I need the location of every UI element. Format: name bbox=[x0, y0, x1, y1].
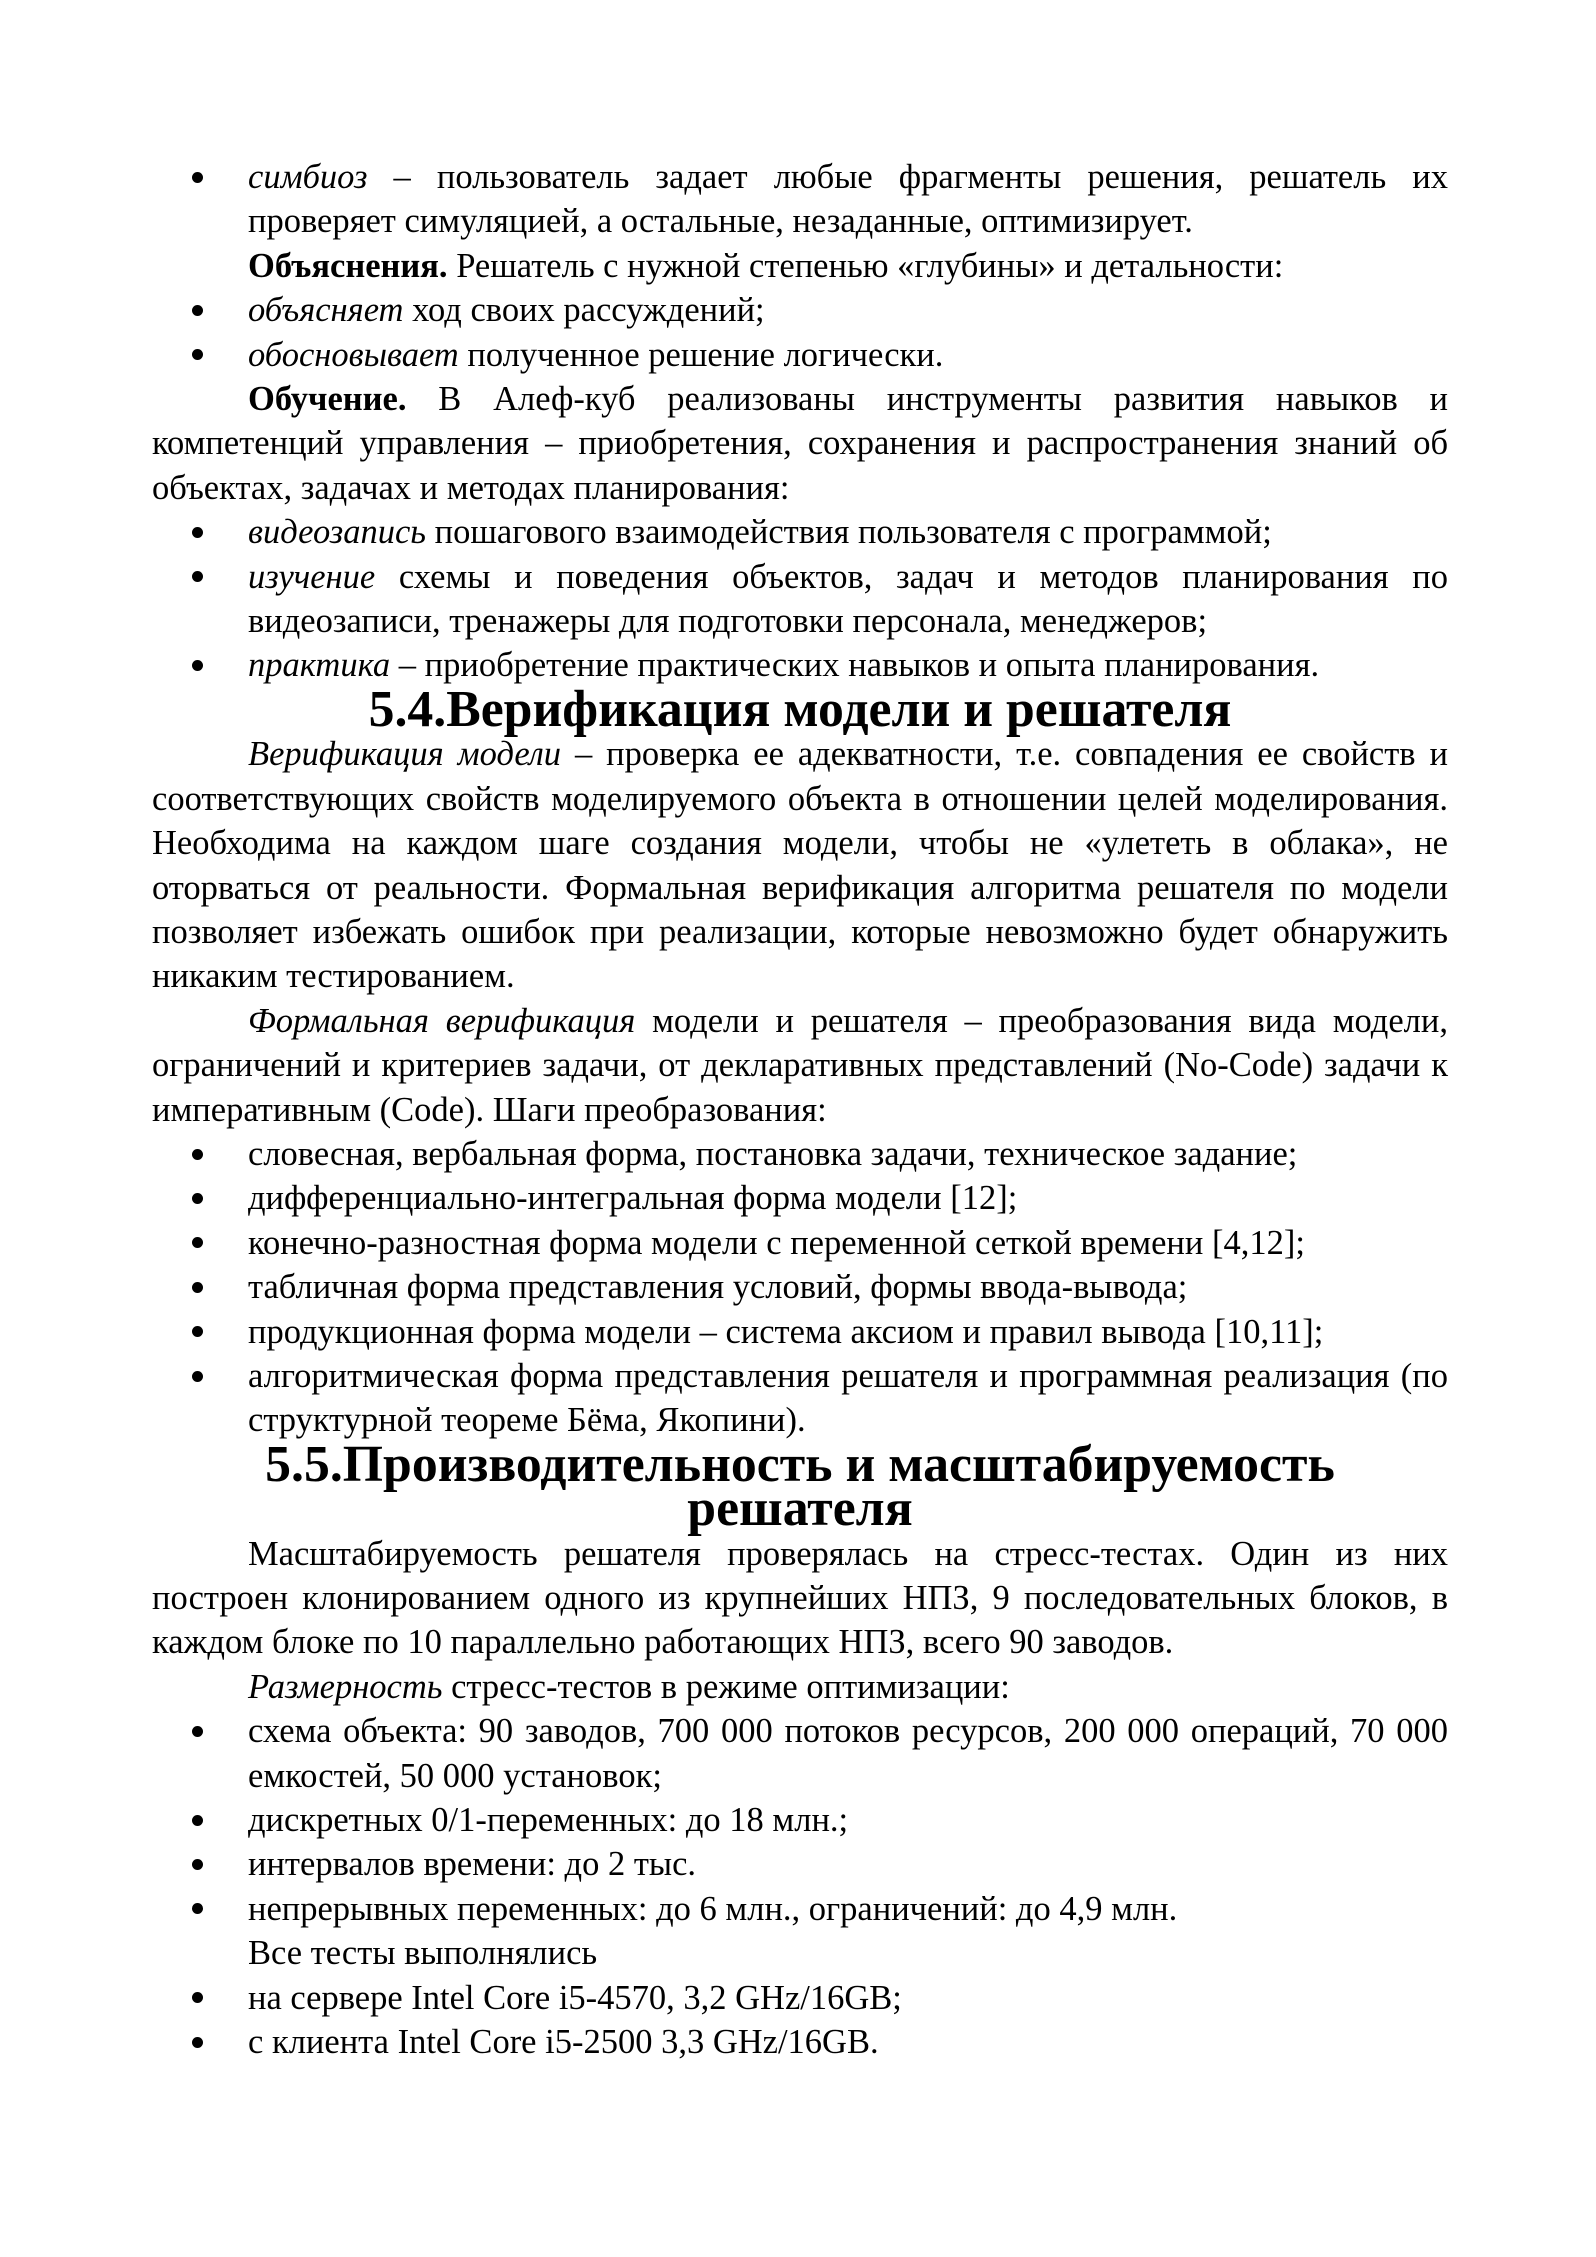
explanations-list bbox=[152, 288, 1448, 377]
item-text: – приобретение практических навыков и опыта планирования. bbox=[390, 646, 1320, 685]
list-item bbox=[152, 1221, 1448, 1265]
item-text: продукционная форма модели – система аксиом и правил вывода [10,11]; bbox=[248, 1312, 1324, 1351]
bullet-icon bbox=[192, 1887, 203, 1931]
item-text: пошагового взаимодействия пользователя с программой; bbox=[425, 513, 1272, 552]
item-text: словесная, вербальная форма, постановка задачи, техническое задание; bbox=[248, 1134, 1298, 1173]
list-item bbox=[152, 643, 1448, 687]
term: Верификация модели bbox=[248, 735, 562, 774]
paragraph-text: стресс-тестов в режиме оптимизации: bbox=[442, 1667, 1010, 1706]
training-paragraph bbox=[152, 377, 1448, 510]
term: обосновывает bbox=[248, 335, 459, 374]
bullet-icon bbox=[192, 1798, 203, 1842]
term: симбиоз bbox=[248, 158, 368, 196]
dimension-paragraph bbox=[152, 1665, 1448, 1709]
list-item bbox=[152, 1176, 1448, 1220]
bullet-icon bbox=[192, 1265, 203, 1309]
list-item bbox=[152, 1354, 1448, 1443]
list-item bbox=[152, 2020, 1448, 2064]
paragraph-text: модели и решателя – преобразования вида модели, ограничений и критериев задачи, от декларативных представлений (No-Code) задачи к императивным (Code). Шаги преобразования: bbox=[152, 1001, 1448, 1129]
bullet-icon bbox=[192, 1132, 203, 1176]
verification-paragraph bbox=[152, 732, 1448, 998]
bullet-icon bbox=[192, 643, 203, 687]
list-item bbox=[152, 1310, 1448, 1354]
section-heading-5-5: 5.5.Производительность и масштабируемость решателя bbox=[265, 1435, 1335, 1538]
item-text: схемы и поведения объектов, задач и методов планирования по видеозаписи, тренажеры для подготовки персонала, менеджеров; bbox=[248, 557, 1448, 641]
term: практика bbox=[248, 646, 391, 685]
item-text: – пользователь задает любые фрагменты решения, решатель их проверяет симуляцией, а остальные, незаданные, оптимизирует. bbox=[248, 158, 1448, 241]
lead-term: Обучение. bbox=[248, 380, 407, 419]
list-item bbox=[152, 1842, 1448, 1886]
paragraph-text: В Алеф-куб реализованы инструменты развития навыков и компетенций управления – приобретения, сохранения и распространения знаний об объектах, задачах и методах планирования: bbox=[152, 380, 1448, 507]
bullet-icon bbox=[192, 288, 203, 332]
list-item bbox=[152, 555, 1448, 644]
bullet-icon bbox=[192, 1221, 203, 1265]
list-item bbox=[152, 1709, 1448, 1798]
bullet-icon bbox=[192, 1354, 203, 1398]
item-text: ход своих рассуждений; bbox=[403, 291, 765, 330]
bullet-icon bbox=[192, 2020, 203, 2064]
dimension-list bbox=[152, 1709, 1448, 1931]
test-environment-list bbox=[152, 1976, 1448, 2065]
bullet-icon bbox=[192, 1842, 203, 1886]
list-item bbox=[152, 1887, 1448, 1931]
document-page bbox=[152, 155, 1448, 2064]
list-item bbox=[152, 1798, 1448, 1842]
lead-term: Объяснения. bbox=[248, 246, 448, 285]
paragraph-text: Решатель с нужной степенью «глубины» и детальности: bbox=[447, 246, 1284, 285]
section-heading-5-4: 5.4.Верификация модели и решателя bbox=[368, 680, 1232, 738]
list-item bbox=[152, 333, 1448, 377]
tests-lead: Все тесты выполнялись bbox=[248, 1934, 598, 1973]
training-list bbox=[152, 510, 1448, 688]
item-text: алгоритмическая форма представления решателя и программная реализация (по структурной теореме Бёма, Якопини). bbox=[248, 1356, 1448, 1440]
item-text: полученное решение логически. bbox=[458, 335, 944, 374]
bullet-icon bbox=[192, 155, 203, 199]
item-text: с клиента Intel Core i5-2500 3,3 GHz/16GB. bbox=[248, 2023, 879, 2062]
item-text: дифференциально-интегральная форма модели [12]; bbox=[248, 1179, 1018, 1218]
formal-verification-paragraph bbox=[152, 999, 1448, 1132]
item-text: дискретных 0/1-переменных: до 18 млн.; bbox=[248, 1801, 849, 1840]
bullet-icon bbox=[192, 1310, 203, 1354]
bullet-icon bbox=[192, 1976, 203, 2020]
symbiosis-list bbox=[152, 155, 1448, 244]
list-item bbox=[152, 1976, 1448, 2020]
bullet-icon bbox=[192, 1176, 203, 1220]
list-item bbox=[152, 288, 1448, 332]
term: Размерность bbox=[248, 1667, 443, 1706]
list-item bbox=[152, 155, 1448, 244]
scalability-paragraph: Масштабируемость решателя проверялась на стресс-тестах. Один из них построен клонированием одного из крупнейших НПЗ, 9 последовательных блоков, в каждом блоке по 10 параллельно работающих НПЗ, всего 90 заводов. bbox=[152, 1534, 1448, 1662]
item-text: конечно-разностная форма модели с переменной сеткой времени [4,12]; bbox=[248, 1223, 1305, 1262]
item-text: непрерывных переменных: до 6 млн., ограничений: до 4,9 млн. bbox=[248, 1889, 1178, 1928]
term: объясняет bbox=[248, 291, 404, 330]
list-item bbox=[152, 510, 1448, 554]
list-item bbox=[152, 1265, 1448, 1309]
item-text: интервалов времени: до 2 тыс. bbox=[248, 1845, 697, 1884]
term: изучение bbox=[248, 557, 376, 596]
paragraph-text: – проверка ее адекватности, т.е. совпадения ее свойств и соответствующих свойств моделируемого объекта в отношении целей моделирования. Необходима на каждом шаге создания модели, чтобы не «улететь в облака», не оторваться от реальности. Формальная верификация алгоритма решателя по модели позволяет избежать ошибок при реализации, которые невозможно будет обнаружить никаким тестированием. bbox=[152, 735, 1448, 996]
transformation-steps-list bbox=[152, 1132, 1448, 1443]
bullet-icon bbox=[192, 510, 203, 554]
item-text: схема объекта: 90 заводов, 700 000 потоков ресурсов, 200 000 операций, 70 000 емкостей, 50 000 установок; bbox=[248, 1712, 1448, 1795]
explanations-paragraph bbox=[152, 244, 1448, 288]
bullet-icon bbox=[192, 333, 203, 377]
item-text: на сервере Intel Core i5-4570, 3,2 GHz/16GB; bbox=[248, 1978, 902, 2017]
term: Формальная верификация bbox=[248, 1001, 636, 1040]
list-item bbox=[152, 1132, 1448, 1176]
item-text: табличная форма представления условий, формы ввода-вывода; bbox=[248, 1268, 1188, 1307]
bullet-icon bbox=[192, 555, 203, 599]
bullet-icon bbox=[192, 1709, 203, 1753]
term: видеозапись bbox=[248, 513, 426, 552]
